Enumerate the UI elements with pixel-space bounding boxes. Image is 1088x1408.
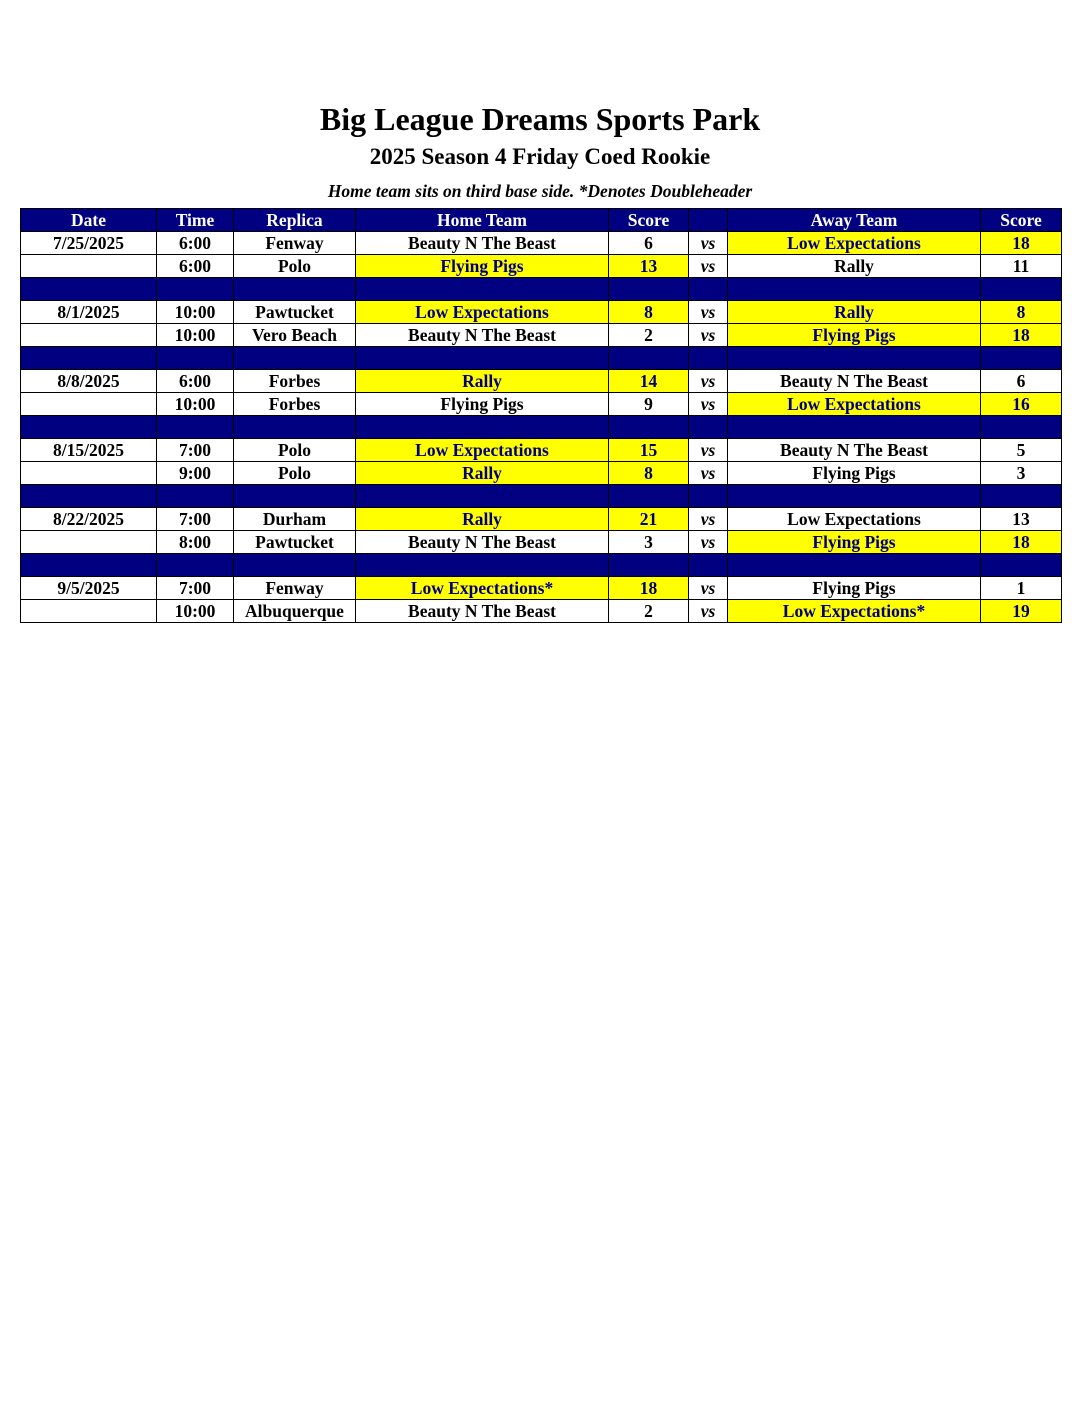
field-replica: Polo [234,439,356,462]
field-replica: Fenway [234,232,356,255]
away-team: Low Expectations* [728,600,981,623]
home-score: 18 [609,577,689,600]
separator-cell [21,554,157,577]
vs-label: vs [689,508,728,531]
home-score: 3 [609,531,689,554]
column-header-away-score: Score [981,209,1062,232]
game-time: 6:00 [157,255,234,278]
game-time: 10:00 [157,301,234,324]
separator-cell [981,278,1062,301]
date-separator-row [21,554,1062,577]
separator-cell [234,416,356,439]
separator-cell [234,554,356,577]
away-score: 18 [981,324,1062,347]
game-date [21,600,157,623]
doubleheader-note: Home team sits on third base side. *Denotes Doubleheader [327,181,753,201]
game-date: 7/25/2025 [21,232,157,255]
table-row [21,600,1062,623]
game-time: 10:00 [157,324,234,347]
table-row [21,393,1062,416]
field-replica: Polo [234,462,356,485]
home-team: Flying Pigs [356,255,609,278]
game-date [21,255,157,278]
game-time: 7:00 [157,577,234,600]
away-score: 5 [981,439,1062,462]
vs-label: vs [689,255,728,278]
separator-cell [21,347,157,370]
vs-label: vs [689,577,728,600]
game-time: 10:00 [157,600,234,623]
home-score: 2 [609,600,689,623]
column-header-time: Time [157,209,234,232]
home-score: 6 [609,232,689,255]
game-time: 10:00 [157,393,234,416]
away-team: Flying Pigs [728,577,981,600]
separator-cell [157,485,234,508]
away-score: 3 [981,462,1062,485]
home-team: Beauty N The Beast [356,324,609,347]
home-score: 2 [609,324,689,347]
separator-cell [234,485,356,508]
separator-cell [728,278,981,301]
game-date: 8/15/2025 [21,439,157,462]
home-team: Rally [356,462,609,485]
separator-cell [609,347,689,370]
field-replica: Albuquerque [234,600,356,623]
separator-cell [689,347,728,370]
table-header-row [21,209,1062,232]
home-team: Rally [356,508,609,531]
table-row [21,508,1062,531]
separator-cell [728,485,981,508]
home-team: Beauty N The Beast [356,531,609,554]
field-replica: Pawtucket [234,301,356,324]
page-title: Big League Dreams Sports Park [319,101,761,137]
page-subtitle: 2025 Season 4 Friday Coed Rookie [369,144,711,169]
separator-cell [157,278,234,301]
game-time: 6:00 [157,232,234,255]
schedule-table [20,208,1062,623]
away-team: Low Expectations [728,232,981,255]
table-row [21,370,1062,393]
separator-cell [689,416,728,439]
separator-cell [981,554,1062,577]
vs-label: vs [689,324,728,347]
away-score: 11 [981,255,1062,278]
separator-cell [356,278,609,301]
table-row [21,301,1062,324]
away-team: Flying Pigs [728,324,981,347]
home-team: Beauty N The Beast [356,232,609,255]
separator-cell [356,554,609,577]
away-team: Flying Pigs [728,462,981,485]
home-team: Low Expectations [356,439,609,462]
home-score: 21 [609,508,689,531]
away-score: 13 [981,508,1062,531]
away-score: 6 [981,370,1062,393]
separator-cell [981,416,1062,439]
home-score: 8 [609,301,689,324]
separator-cell [728,347,981,370]
separator-cell [728,416,981,439]
home-team: Flying Pigs [356,393,609,416]
game-date [21,462,157,485]
vs-label: vs [689,370,728,393]
game-time: 7:00 [157,508,234,531]
field-replica: Pawtucket [234,531,356,554]
separator-cell [609,485,689,508]
away-score: 1 [981,577,1062,600]
field-replica: Vero Beach [234,324,356,347]
separator-cell [609,278,689,301]
away-score: 8 [981,301,1062,324]
game-date: 8/22/2025 [21,508,157,531]
vs-label: vs [689,600,728,623]
column-header-replica: Replica [234,209,356,232]
home-team: Low Expectations [356,301,609,324]
away-score: 16 [981,393,1062,416]
table-row [21,531,1062,554]
separator-cell [689,485,728,508]
home-team: Low Expectations* [356,577,609,600]
vs-label: vs [689,393,728,416]
schedule-body [21,232,1062,623]
separator-cell [234,347,356,370]
separator-cell [981,485,1062,508]
away-team: Low Expectations [728,508,981,531]
game-date [21,531,157,554]
game-date: 8/8/2025 [21,370,157,393]
vs-label: vs [689,301,728,324]
game-date [21,393,157,416]
away-team: Rally [728,301,981,324]
away-team: Beauty N The Beast [728,370,981,393]
separator-cell [689,554,728,577]
separator-cell [728,554,981,577]
separator-cell [356,416,609,439]
column-header-vs [689,209,728,232]
away-score: 19 [981,600,1062,623]
table-row [21,439,1062,462]
separator-cell [689,278,728,301]
separator-cell [981,347,1062,370]
table-row [21,462,1062,485]
away-score: 18 [981,232,1062,255]
date-separator-row [21,485,1062,508]
game-time: 6:00 [157,370,234,393]
vs-label: vs [689,531,728,554]
home-score: 13 [609,255,689,278]
date-separator-row [21,347,1062,370]
table-row [21,255,1062,278]
vs-label: vs [689,462,728,485]
column-header-home-score: Score [609,209,689,232]
separator-cell [356,485,609,508]
field-replica: Polo [234,255,356,278]
game-time: 9:00 [157,462,234,485]
separator-cell [21,278,157,301]
away-team: Beauty N The Beast [728,439,981,462]
separator-cell [234,278,356,301]
home-team: Rally [356,370,609,393]
field-replica: Forbes [234,393,356,416]
home-team: Beauty N The Beast [356,600,609,623]
separator-cell [157,416,234,439]
game-time: 7:00 [157,439,234,462]
game-date: 8/1/2025 [21,301,157,324]
home-score: 14 [609,370,689,393]
field-replica: Forbes [234,370,356,393]
away-score: 18 [981,531,1062,554]
home-score: 9 [609,393,689,416]
column-header-away-team: Away Team [728,209,981,232]
vs-label: vs [689,439,728,462]
separator-cell [21,416,157,439]
column-header-home-team: Home Team [356,209,609,232]
home-score: 8 [609,462,689,485]
date-separator-row [21,416,1062,439]
away-team: Low Expectations [728,393,981,416]
game-date: 9/5/2025 [21,577,157,600]
separator-cell [21,485,157,508]
vs-label: vs [689,232,728,255]
table-row [21,324,1062,347]
home-score: 15 [609,439,689,462]
field-replica: Fenway [234,577,356,600]
date-separator-row [21,278,1062,301]
separator-cell [157,554,234,577]
table-row [21,577,1062,600]
game-time: 8:00 [157,531,234,554]
table-row [21,232,1062,255]
game-date [21,324,157,347]
separator-cell [609,416,689,439]
away-team: Flying Pigs [728,531,981,554]
separator-cell [157,347,234,370]
separator-cell [356,347,609,370]
column-header-date: Date [21,209,157,232]
field-replica: Durham [234,508,356,531]
separator-cell [609,554,689,577]
away-team: Rally [728,255,981,278]
